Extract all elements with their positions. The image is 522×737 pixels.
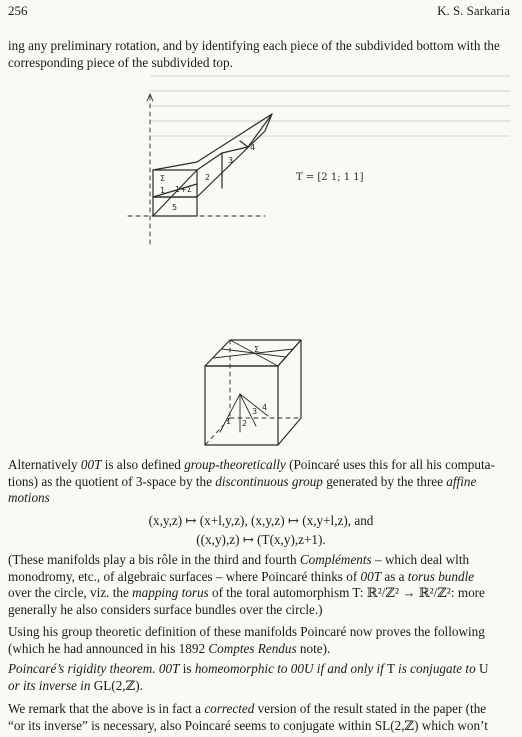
- p2-line-3: [8, 585, 513, 602]
- theorem-name: Poincaré’s rigidity theorem. 00T: [8, 661, 180, 676]
- cube-label-3: 3: [252, 407, 258, 416]
- label-sigma: Σ: [160, 174, 166, 183]
- text-span: monodromy, etc., of algebraic surfaces – where Poincaré thinks of: [8, 568, 361, 584]
- label-1: 1: [160, 186, 166, 195]
- label-3: 3: [228, 156, 234, 165]
- cube-label-2: 2: [242, 419, 248, 428]
- emphasis: is conjugate to: [398, 661, 476, 676]
- math-00T: 00T: [360, 568, 382, 584]
- text-span: (which he had announced in his 1892: [8, 640, 209, 656]
- emphasis: Compléments: [299, 552, 372, 567]
- p5-line-1: [8, 701, 513, 718]
- emphasis: mapping torus: [132, 585, 209, 601]
- cube-side-face: [278, 340, 301, 445]
- emphasis: homeomorphic to 00U if and only if: [194, 661, 384, 676]
- cube-label-sigma: Σ: [254, 345, 260, 354]
- emphasis: Comptes Rendus: [208, 640, 297, 656]
- p4-line-1: [8, 661, 513, 678]
- p2-line-1: [8, 552, 513, 569]
- emphasis: motions: [8, 490, 50, 506]
- math-00T: 00T: [80, 457, 102, 472]
- p1-line-1: [8, 457, 513, 474]
- display-motion-2: ((x,y),z) ↦ (T(x,y),z+1).: [196, 532, 326, 547]
- display-motion-1: (x,y,z) ↦ (x+l,y,z), (x,y,z) ↦ (x,y+l,z), and: [148, 513, 374, 528]
- page-number: 256: [8, 3, 28, 18]
- text-span: (Poincaré uses this for all his computa-: [285, 457, 495, 472]
- cube-label-1: 1: [226, 417, 232, 426]
- emphasis: or its inverse in: [8, 677, 91, 693]
- text-span: note).: [296, 640, 331, 656]
- text-span: T: [383, 661, 399, 676]
- paragraph-remark: [8, 701, 513, 734]
- text-span: We remark that the above is in fact a: [8, 701, 205, 716]
- p1-line-3: [8, 490, 513, 507]
- p3-line-1: Using his group theoretic definition of these manifolds Poincaré now proves the following: [8, 624, 485, 639]
- intro-line-1: ing any preliminary rotation, and by identifying each piece of the subdivided bottom with the: [8, 38, 500, 53]
- matrix-label: T = [2 1; 1 1]: [296, 172, 364, 183]
- label-4: 4: [250, 143, 256, 152]
- paragraph-complements: [8, 552, 513, 618]
- text-span: (These manifolds play a bis rôle in the third and fourth: [8, 552, 300, 567]
- text-span: is also defined: [101, 457, 185, 472]
- label-5: 5: [172, 203, 178, 212]
- text-span: of the toral automorphism T: ℝ²/ℤ² → ℝ²/ℤ²: more: [208, 585, 485, 601]
- emphasis: discontinuous group: [215, 473, 323, 489]
- emphasis: torus bundle: [407, 568, 475, 584]
- paragraph-group-theoretic-proof: [8, 624, 513, 657]
- p4-line-2: [8, 678, 513, 695]
- text-span: is: [179, 661, 195, 676]
- intro-line-2: corresponding piece of the subdivided top.: [8, 54, 233, 70]
- p5-line-2: “or its inverse” is necessary, also Poincaré seems to conjugate within SL(2,ℤ) which won’t: [8, 717, 488, 733]
- text-span: U: [475, 661, 489, 676]
- paragraph-rigidity-theorem: [8, 661, 513, 694]
- text-span: over the circle, viz. the: [8, 585, 133, 601]
- label-2: 2: [205, 173, 211, 182]
- text-span: as a: [381, 568, 408, 584]
- cube-label-4: 4: [262, 403, 268, 412]
- text-span: generated by the three: [322, 473, 447, 489]
- text-span: tions) as the quotient of 3-space by the: [8, 473, 216, 489]
- p3-line-2: [8, 641, 513, 658]
- text-span: Alternatively: [8, 457, 81, 472]
- emphasis: affine: [446, 473, 477, 489]
- text-span: version of the result stated in the paper (the: [254, 701, 487, 716]
- p1-line-2: [8, 474, 513, 491]
- label-1-plus-sigma: 1+Σ: [175, 185, 192, 194]
- text-span: – which deal wlth: [371, 552, 470, 567]
- emphasis: group-theoretically: [184, 457, 286, 472]
- emphasis: corrected: [204, 701, 255, 716]
- running-head-author: K. S. Sarkaria: [437, 3, 510, 18]
- text-span: GL(2,ℤ).: [90, 677, 143, 693]
- p2-line-4: generally he also considers surface bundles over the circle.): [8, 601, 323, 617]
- p2-line-2: [8, 569, 513, 586]
- paragraph-group-theoretic: [8, 457, 513, 507]
